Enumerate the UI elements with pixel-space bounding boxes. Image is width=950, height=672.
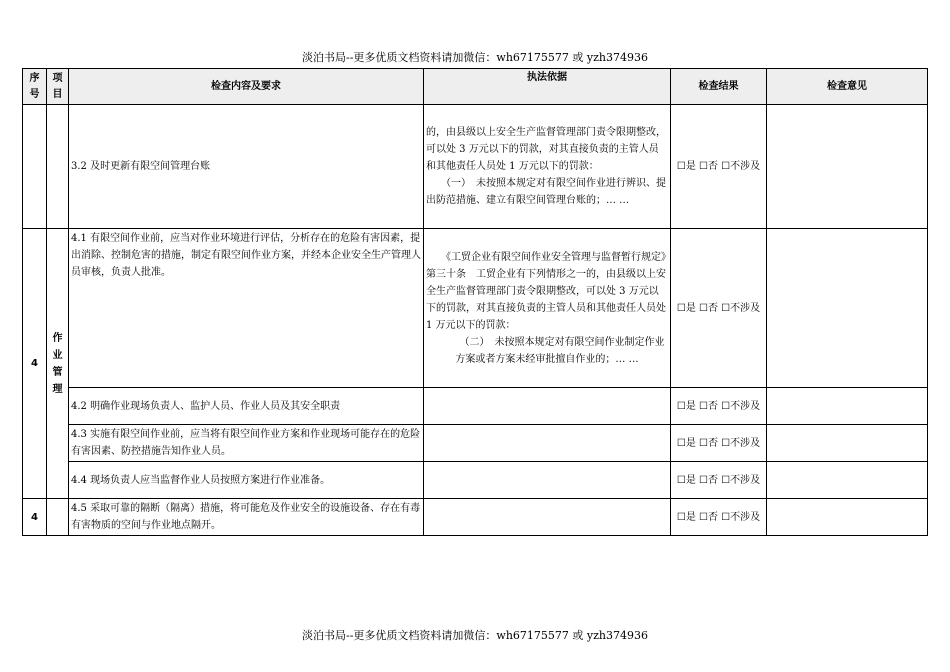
basis-cell — [424, 462, 671, 499]
page-header-text: 淡泊书局--更多优质文档资料请加微信：wh67175577 或 yzh374936 — [302, 51, 648, 64]
opinion-cell[interactable] — [767, 229, 928, 388]
col-header-content: 检查内容及要求 — [69, 69, 424, 105]
basis-cell — [424, 499, 671, 536]
opinion-cell[interactable] — [767, 425, 928, 462]
opinion-cell[interactable] — [767, 388, 928, 425]
table-row — [23, 462, 928, 499]
basis-line: 《工贸企业有限空间作业安全管理与监督暂行规定》第三十条 工贸企业有下列情形之一的，由县级以上安全生产监督管理部门责令限期整改，可以处 3 万元以下的罚款，对其直接负责的主管人员和其他责任人员处 1 万元以下的罚款： — [426, 251, 666, 331]
basis-line: （一） 未按照本规定对有限空间作业进行辨识、提出防范措施、建立有限空间管理台账的；… … — [426, 178, 666, 206]
item-cell — [47, 229, 69, 499]
col-header-result: 检查结果 — [671, 69, 767, 105]
result-checkbox-group[interactable]: ☐是 ☐否 ☐不涉及 — [671, 105, 767, 229]
basis-line: （二） 未按照本规定对有限空间作业制定作业方案或者方案未经审批擅自作业的；… … — [455, 336, 665, 365]
basis-cell — [424, 425, 671, 462]
basis-cell — [424, 229, 671, 388]
item-cell — [47, 499, 69, 536]
content-cell: 4.2 明确作业现场负责人、监护人员、作业人员及其安全职责 — [69, 388, 424, 425]
opinion-cell[interactable] — [767, 105, 928, 229]
table-header-row — [23, 69, 928, 105]
table-row — [23, 229, 928, 388]
basis-cell — [424, 105, 671, 229]
content-cell: 4.3 实施有限空间作业前，应当将有限空间作业方案和作业现场可能存在的危险有害因素、防控措施告知作业人员。 — [69, 425, 424, 462]
result-checkbox-group[interactable]: ☐是 ☐否 ☐不涉及 — [671, 388, 767, 425]
col-header-opinion: 检查意见 — [767, 69, 928, 105]
page-footer-text: 淡泊书局--更多优质文档资料请加微信：wh67175577 或 yzh374936 — [302, 629, 648, 642]
table-row — [23, 499, 928, 536]
col-header-seq: 序号 — [23, 69, 47, 105]
basis-line: 的，由县级以上安全生产监督管理部门责令限期整改，可以处 3 万元以下的罚款，对其直接负责的主管人员和其他责任人员处 1 万元以下的罚款： — [426, 127, 666, 172]
content-cell: 4.1 有限空间作业前，应当对作业环境进行评估，分析存在的危险有害因素，提出消除、控制危害的措施，制定有限空间作业方案，并经本企业安全生产管理人员审核，负责人批准。 — [69, 229, 424, 388]
content-cell: 4.4 现场负责人应当监督作业人员按照方案进行作业准备。 — [69, 462, 424, 499]
item-label: 作 业 管 理 — [52, 332, 63, 395]
result-checkbox-group[interactable]: ☐是 ☐否 ☐不涉及 — [671, 425, 767, 462]
col-header-item: 项目 — [47, 69, 69, 105]
inspection-table — [22, 68, 928, 536]
basis-cell — [424, 388, 671, 425]
result-checkbox-group[interactable]: ☐是 ☐否 ☐不涉及 — [671, 229, 767, 388]
seq-cell: 4 — [23, 229, 47, 499]
content-cell: 4.5 采取可靠的隔断（隔离）措施，将可能危及作业安全的设施设备、存在有毒有害物质的空间与作业地点隔开。 — [69, 499, 424, 536]
table-row — [23, 388, 928, 425]
opinion-cell[interactable] — [767, 462, 928, 499]
result-checkbox-group[interactable]: ☐是 ☐否 ☐不涉及 — [671, 499, 767, 536]
table-row — [23, 425, 928, 462]
seq-cell — [23, 105, 47, 229]
content-cell: 3.2 及时更新有限空间管理台账 — [69, 105, 424, 229]
opinion-cell[interactable] — [767, 499, 928, 536]
table-row — [23, 105, 928, 229]
seq-cell: 4 — [23, 499, 47, 536]
item-cell — [47, 105, 69, 229]
result-checkbox-group[interactable]: ☐是 ☐否 ☐不涉及 — [671, 462, 767, 499]
col-header-basis: 执法依据 — [424, 69, 671, 105]
